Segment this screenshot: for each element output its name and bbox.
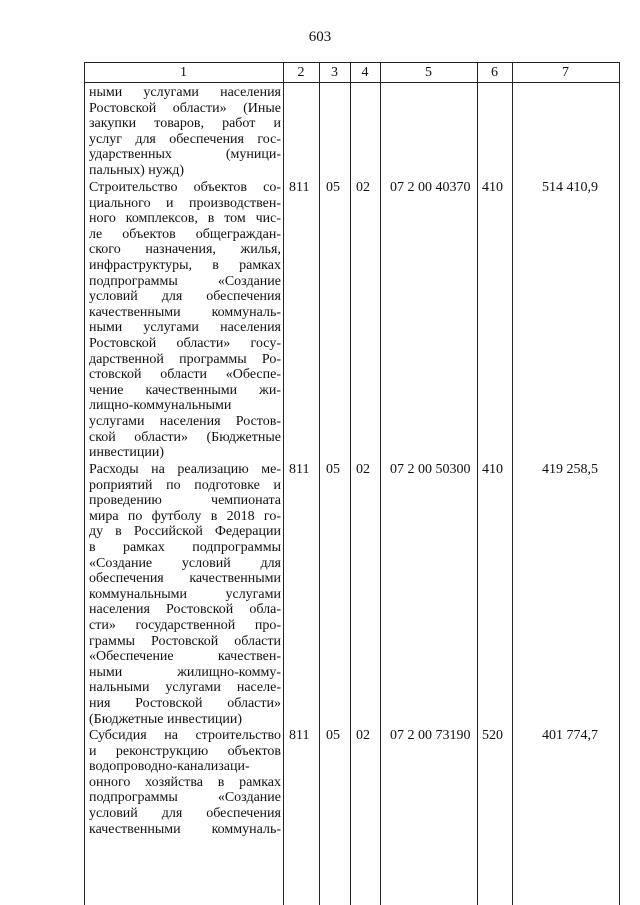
header-cell-1: 1 — [180, 65, 187, 80]
text-line: и реконструкцию объектов — [89, 743, 281, 759]
text-line: стовской области «Обеспе- — [89, 367, 281, 383]
text-line: (Бюджетные инвестиции) — [89, 711, 243, 727]
row-1-col-3: 05 — [326, 180, 340, 195]
column-divider — [350, 62, 351, 905]
text-line: населения Ростовской обла- — [89, 602, 281, 618]
header-cell-7: 7 — [562, 65, 569, 80]
row-2-col-3: 05 — [326, 462, 340, 477]
table-border-right — [619, 62, 620, 905]
text-line: пальных) нужд) — [89, 162, 185, 178]
row-0-description — [89, 85, 281, 179]
table-border-left — [84, 62, 85, 905]
header-cell-6: 6 — [491, 65, 498, 80]
text-line: ными услугами населения — [89, 85, 281, 100]
text-line: в рамках подпрограммы — [89, 539, 281, 555]
text-line: Строительство объектов со- — [89, 180, 281, 195]
text-line: Ростовской области» госу- — [89, 335, 281, 351]
text-line: качественными коммуналь- — [89, 304, 281, 320]
row-1-col-5: 07 2 00 40370 — [390, 180, 471, 195]
row-1-col-6: 410 — [482, 180, 503, 195]
text-line: Расходы на реализацию ме- — [89, 462, 281, 477]
row-3-col-4: 02 — [356, 728, 370, 743]
text-line: ного комплексов, в том чис- — [89, 211, 281, 227]
text-line: условий для обеспечения — [89, 805, 281, 821]
text-line: условий для обеспечения — [89, 289, 281, 305]
text-line: лищно-коммунальными — [89, 398, 232, 414]
text-line: услуг для обеспечения гос- — [89, 131, 281, 147]
text-line: «Создание условий для — [89, 555, 281, 571]
text-line: ударственных (муници- — [89, 147, 281, 163]
table-header-row — [84, 62, 620, 83]
column-divider — [512, 62, 513, 905]
text-line: ными услугами населения — [89, 320, 281, 336]
row-3-description — [89, 728, 281, 837]
text-line: подпрограммы «Создание — [89, 273, 281, 289]
column-divider — [319, 62, 320, 905]
header-cell-5: 5 — [425, 65, 432, 80]
column-divider — [477, 62, 478, 905]
text-line: ными жилищно-комму- — [89, 664, 281, 680]
text-line: закупки товаров, работ и — [89, 116, 281, 132]
text-line: качественными коммуналь- — [89, 821, 281, 837]
text-line: циального и производствен- — [89, 195, 281, 211]
text-line: ния Ростовской области» — [89, 695, 281, 711]
text-line: граммы Ростовской области — [89, 633, 281, 649]
text-line: ской области» (Бюджетные — [89, 429, 281, 445]
row-1-col-2: 811 — [289, 180, 310, 195]
row-3-col-3: 05 — [326, 728, 340, 743]
row-3-col-2: 811 — [289, 728, 310, 743]
text-line: мира по футболу в 2018 го- — [89, 508, 281, 524]
column-divider — [380, 62, 381, 905]
header-cell-2: 2 — [297, 65, 305, 80]
text-line: ского назначения, жилья, — [89, 242, 281, 258]
row-1-description — [89, 180, 281, 461]
row-1-col-7: 514 410,9 — [542, 180, 598, 195]
row-2-col-5: 07 2 00 50300 — [390, 462, 471, 477]
text-line: коммунальными услугами — [89, 586, 281, 602]
text-line: водопроводно-канализаци- — [89, 759, 250, 775]
text-line: онного хозяйства в рамках — [89, 774, 281, 790]
text-line: Ростовской области» (Иные — [89, 100, 281, 116]
row-2-description — [89, 462, 281, 727]
text-line: проведению чемпионата — [89, 493, 281, 509]
text-line: Субсидия на строительство — [89, 728, 281, 743]
row-3-col-5: 07 2 00 73190 — [390, 728, 471, 743]
text-line: «Обеспечение качествен- — [89, 649, 281, 665]
row-2-col-6: 410 — [482, 462, 503, 477]
page-number: 603 — [308, 29, 332, 45]
header-cell-3: 3 — [331, 65, 338, 80]
text-line: инвестиции) — [89, 445, 165, 461]
text-line: ле объектов общеграждан- — [89, 226, 281, 242]
text-line: чение качественными жи- — [89, 382, 281, 398]
text-line: дарственной программы Ро- — [89, 351, 281, 367]
text-line: подпрограммы «Создание — [89, 790, 281, 806]
row-2-col-7: 419 258,5 — [542, 462, 598, 477]
row-3-col-7: 401 774,7 — [542, 728, 598, 743]
column-divider — [283, 62, 284, 905]
header-cell-4: 4 — [361, 65, 369, 80]
row-2-col-4: 02 — [356, 462, 370, 477]
text-line: услугами населения Ростов- — [89, 413, 281, 429]
row-2-col-2: 811 — [289, 462, 310, 477]
row-3-col-6: 520 — [482, 728, 503, 743]
budget-table — [84, 62, 620, 905]
row-1-col-4: 02 — [356, 180, 370, 195]
text-line: нальными услугами населе- — [89, 680, 281, 696]
text-line: роприятий по подготовке и — [89, 477, 281, 493]
text-line: инфраструктуры, в рамках — [89, 257, 281, 273]
text-line: обеспечения качественными — [89, 571, 281, 587]
text-line: ду в Российской Федерации — [89, 524, 281, 540]
text-line: сти» государственной про- — [89, 617, 281, 633]
